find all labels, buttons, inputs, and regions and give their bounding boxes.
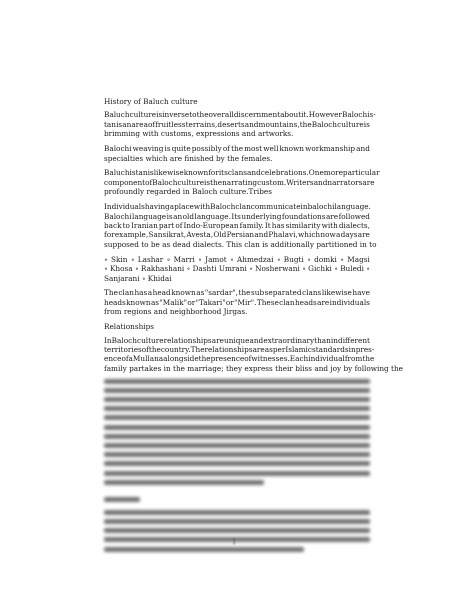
text-line: for example, Sansikrat, Avesta, Old Persian and Phalavi, which now a days are [104,230,370,240]
blurred-text-line [104,443,370,448]
blurred-text-line [104,415,370,420]
paragraph [104,288,370,316]
text-line: ∘ Skin ∘ Lashar ∘ Marri ∘ Jamot ∘ Ahmedzai ∘ Bugti ∘ domki ∘ Magsi [104,254,370,264]
paragraph [104,144,370,163]
document-page [104,97,403,556]
paragraph [104,168,380,197]
body-paragraphs [104,110,380,317]
text-line: Individuals having a place with Baloch clan communicate in balochi language. [104,202,371,212]
page-number: 1 [232,538,237,546]
blurred-text-line [104,461,370,466]
text-line: Balochi weaving is quite possibly of the most well known workmanship and [104,144,370,154]
text-line: In Baloch culture relationships are unique and extraordinary than in different [104,335,370,345]
blurred-heading [104,497,140,502]
text-line: family partakes in the marriage; they express their bliss and joy by following the [104,363,403,373]
document-title: History of Baluch culture [104,97,198,106]
blurred-text-line [104,452,370,457]
text-line: profoundly regarded in Baloch culture.Tribes [104,187,272,197]
blurred-text-line [104,434,370,439]
text-line: ∘ Khosa ∘ Rakhashani ∘ Dashti Umrani ∘ Nosherwani ∘ Gichki ∘ Buledi ∘ [104,264,370,274]
paragraph [104,110,376,139]
text-line: Sanjarani ∘ Khidai [104,273,172,283]
text-line: from regions and neighborhood Jirgas. [104,307,248,317]
section-heading-relationships: Relationships [104,322,155,332]
blurred-text-line [104,510,370,515]
text-line: territories of the country. The relationships are as per Islamic standards in pres- [104,344,375,354]
blurred-text-line [104,406,370,411]
text-line: Baluchistan is likewise known for its clans and celebrations. One more particular [104,168,380,178]
text-line: supposed to be as dead dialects. This clan is additionally partitioned in to [104,239,377,249]
text-line: Balochi language is an old language. Its underlying foundations are followed [104,211,370,221]
tribe-list [104,255,370,283]
relationships-paragraph [104,335,403,374]
blurred-text-line [104,528,370,533]
blurred-continuation [104,379,370,552]
blurred-text-line [104,537,370,542]
blurred-text-line [104,547,304,552]
text-line: The clan has a head known as "sardar", the sub separated clans likewise have [104,288,370,298]
text-line: ence of a Mullana alongside the presence of witnesses. Each individual from the [104,354,375,364]
blurred-text-line [104,480,264,485]
text-line: tan is an area of fruitless terrains, deserts and mountains, the Baloch culture is [104,119,370,129]
text-line: back to Iranian part of Indo-European family. It has similarity with dialects, [104,220,370,230]
text-line: heads known as "Malik" or "Takari" or "Mir". These clan heads are individuals [104,297,370,307]
text-line: Baluch culture is inverse to the overall discernment about it. However Balochis- [104,110,376,120]
blurred-text-line [104,379,370,384]
paragraph [104,202,377,249]
blurred-text-line [104,425,370,430]
text-line: component of Baloch culture is the narrating custom. Writers and narrators are [104,177,375,187]
blurred-text-line [104,397,370,402]
blurred-text-line [104,519,370,524]
blurred-text-line [104,471,370,476]
text-line: brimming with customs, expressions and artworks. [104,129,294,139]
blurred-text-line [104,388,370,393]
text-line: specialties which are finished by the females. [104,153,273,163]
